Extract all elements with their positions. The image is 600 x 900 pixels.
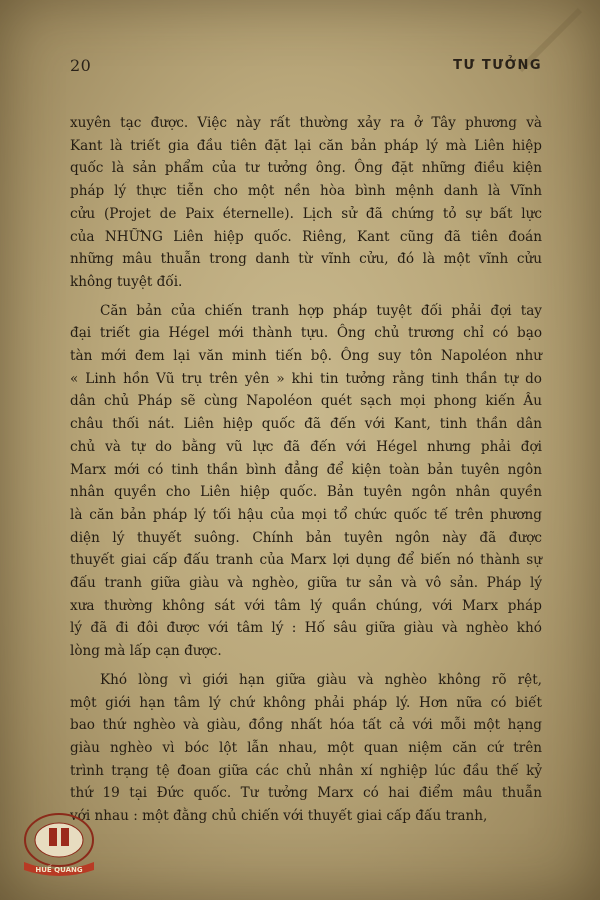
text-line: với nhau : một đằng chủ chiến với thuyết giai cấp đấu tranh, [70,808,488,825]
text-line: cửu (Projet de Paix éternelle). Lịch sử đã chứng tỏ sự bất lực [70,205,542,222]
text-line: những mâu thuẫn trong danh từ vĩnh cửu, đó là một vĩnh cửu [70,251,542,268]
text-line: diện lý thuyết suông. Chính bản tuyên ngôn này đã được [70,529,542,546]
page-number: 20 [70,56,92,75]
text-line: một giới hạn tâm lý chứ không phải pháp lý. Hơn nữa có biết [70,694,542,711]
text-line: tàn mới đem lại văn minh tiến bộ. Ông suy tôn Napoléon như [70,348,542,365]
text-line: nhân quyền cho Liên hiệp quốc. Bản tuyên ngôn nhân quyền [70,484,542,501]
text-line: xưa thường không sát với tâm lý quần chúng, với Marx pháp [70,597,542,614]
text-line: dân chủ Pháp sẽ cùng Napoléon quét sạch mọi phong kiến Âu [70,393,542,410]
text-line: thứ 19 tại Đức quốc. Tư tưởng Marx có hai điểm mâu thuẫn [70,785,542,802]
text-line: đấu tranh giữa giàu và nghèo, giữa tư sản và vô sản. Pháp lý [70,575,542,592]
text-line: quốc là sản phẩm của tư tưởng ông. Ông đặt những điều kiện [70,160,542,177]
page-header [70,56,542,78]
running-head: TƯ TƯỞNG [453,58,542,73]
text-line: thuyết giai cấp đấu tranh của Marx lợi dụng để biến nó thành sự [70,552,542,569]
text-line: lý đã đi đôi được với tâm lý : Hố sâu giữa giàu và nghèo khó [70,620,542,637]
text-line: giàu nghèo vì bóc lột lẫn nhau, một quan niệm căn cứ trên [70,739,542,756]
text-line: Marx mới có tinh thần bình đẳng để kiện toàn bản tuyên ngôn [70,461,542,478]
paragraph [70,669,542,828]
text-line: Kant là triết gia đầu tiên đặt lại căn bản pháp lý mà Liên hiệp [70,137,542,154]
text-line: châu thối nát. Liên hiệp quốc đã đến với Kant, tinh thần dân [70,416,542,433]
text-line: trình trạng tệ đoan giữa các chủ nhân xí nghiệp lúc đầu thế kỷ [70,762,542,779]
text-line: đại triết gia Hégel mới thành tựu. Ông chủ trương chỉ có bạo [70,325,542,342]
body-text [70,112,542,834]
paragraph [70,300,542,663]
text-line: bao thứ nghèo và giàu, đồng nhất hóa tất cả với mỗi một hạng [70,717,542,734]
text-line: pháp lý thực tiễn cho một nền hòa bình mệnh danh là Vĩnh [70,183,542,200]
paragraph [70,112,542,294]
library-seal-logo [18,810,100,882]
text-line: không tuyệt đối. [70,273,183,290]
text-line: chủ và tự do bằng vũ lực đã đến với Hégel nhưng phải đợi [70,438,542,455]
text-line: của NHỮNG Liên hiệp quốc. Riêng, Kant cũng đã tiên đoán [70,228,542,245]
seal-name: HUẾ QUANG [35,866,83,874]
text-line: « Linh hồn Vũ trụ trên yên » khi tin tưởng rằng tinh thần tự do [70,370,542,387]
text-line: xuyên tạc được. Việc này rất thường xảy ra ở Tây phương và [70,115,542,131]
text-line: Khó lòng vì giới hạn giữa giàu và nghèo không rõ rệt, [100,671,542,688]
text-line: Căn bản của chiến tranh hợp pháp tuyệt đối phải đợi tay [100,302,542,319]
text-line: lòng mà lấp cạn được. [70,643,222,660]
text-line: là căn bản pháp lý tối hậu của mọi tổ chức quốc tế trên phương [70,506,542,523]
